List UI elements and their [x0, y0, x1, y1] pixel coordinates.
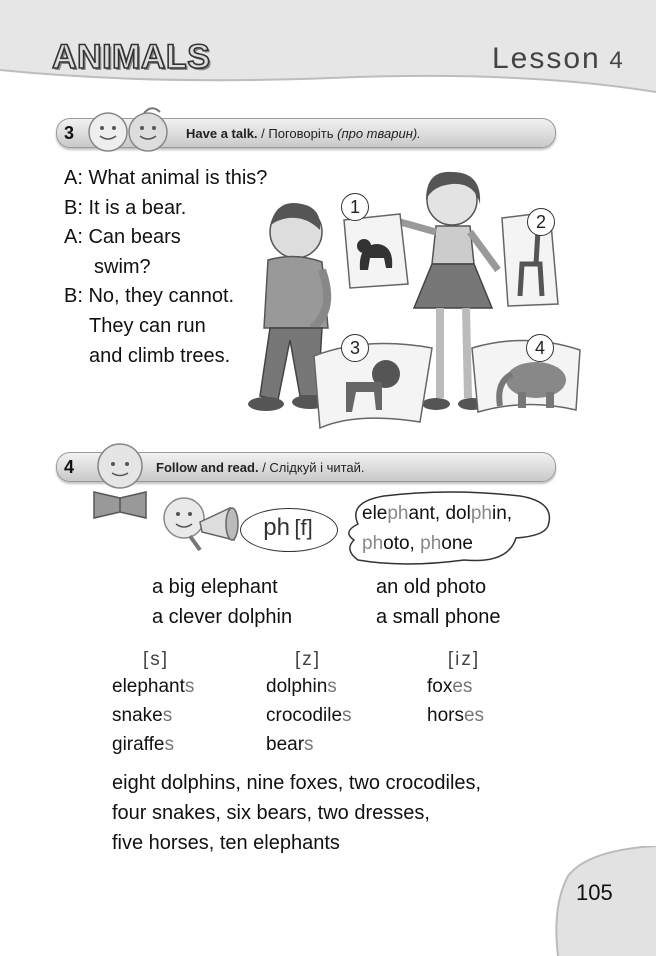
exercise-4-instruction — [156, 460, 365, 475]
bubble-word: phone — [420, 533, 473, 554]
picture-number-2: 2 — [527, 208, 555, 236]
lesson-word: Lesson — [492, 42, 601, 75]
plural-word: snakes — [112, 705, 173, 726]
exercise-4-number: 4 — [64, 457, 75, 477]
plural-column-z — [266, 672, 352, 759]
plural-word: dolphins — [266, 676, 337, 697]
practice-lines — [112, 768, 481, 858]
dialog-line: swim? — [94, 255, 151, 278]
bubble-line-1 — [362, 503, 512, 525]
dialog-line: B: No, they cannot. — [64, 285, 235, 308]
phrase-left-2: a clever dolphin — [152, 606, 293, 628]
instruction-separator: / — [258, 460, 270, 475]
dialog-line: and climb trees. — [89, 344, 231, 367]
chapter-title: ANIMALS — [52, 38, 211, 76]
plural-word: crocodiles — [266, 705, 352, 726]
picture-number-4: 4 — [526, 334, 554, 362]
plural-word: elephants — [112, 676, 195, 697]
practice-line: five horses, ten elephants — [112, 832, 340, 854]
plural-word: giraffes — [112, 734, 174, 755]
instruction-separator: / — [257, 126, 269, 141]
megaphone-smiley-icon — [160, 494, 244, 554]
sound-label — [240, 514, 336, 542]
plural-word: horses — [427, 705, 485, 726]
plural-column-s — [112, 672, 194, 759]
instruction-ua: Слідкуй і читай. — [269, 460, 365, 475]
dialog-line: B: It is a bear. — [64, 196, 187, 219]
instruction-en: Have a talk. — [186, 126, 258, 141]
plural-word: bears — [266, 734, 314, 755]
instruction-en: Follow and read. — [156, 460, 259, 475]
reading-child-icon — [84, 440, 156, 520]
sound-iz-label: [iz] — [447, 649, 481, 670]
practice-line: four snakes, six bears, two dresses, — [112, 802, 430, 824]
practice-line: eight dolphins, nine foxes, two crocodiles, — [112, 772, 482, 794]
phrase-left-1: a big elephant — [152, 576, 278, 598]
plural-column-iz — [427, 672, 484, 730]
word-bubble — [344, 490, 556, 568]
phrase-right-2: a small phone — [376, 606, 501, 628]
sound-s-label: [s] — [142, 649, 170, 670]
sound-letters: ph — [263, 514, 290, 541]
plural-word: foxes — [427, 676, 473, 697]
picture-number-3: 3 — [341, 334, 369, 362]
smiley-faces-icon — [86, 104, 176, 154]
bubble-word: dolphin, — [445, 503, 513, 524]
sound-z-label: [z] — [294, 649, 322, 670]
picture-number-1: 1 — [341, 193, 369, 221]
dialog-line: A: What animal is this? — [64, 167, 268, 189]
bubble-word: elephant, — [362, 503, 441, 524]
instruction-ua-italic: (про тварин). — [337, 126, 421, 141]
dialog-line: A: Can bears — [64, 226, 181, 249]
instruction-ua: Поговоріть — [268, 126, 334, 141]
dialog-line: They can run — [89, 314, 206, 337]
lesson-number: 4 — [609, 47, 625, 74]
bubble-line-2 — [362, 533, 473, 555]
children-with-animal-pictures-illustration — [236, 160, 586, 430]
exercise-3-instruction — [186, 126, 421, 141]
phrase-right-1: an old photo — [376, 576, 487, 598]
page-number: 105 — [576, 880, 613, 905]
sound-symbol: [f] — [294, 515, 313, 540]
lesson-label — [492, 42, 625, 76]
bubble-word: photo, — [362, 533, 415, 554]
exercise-3-number: 3 — [64, 123, 75, 143]
